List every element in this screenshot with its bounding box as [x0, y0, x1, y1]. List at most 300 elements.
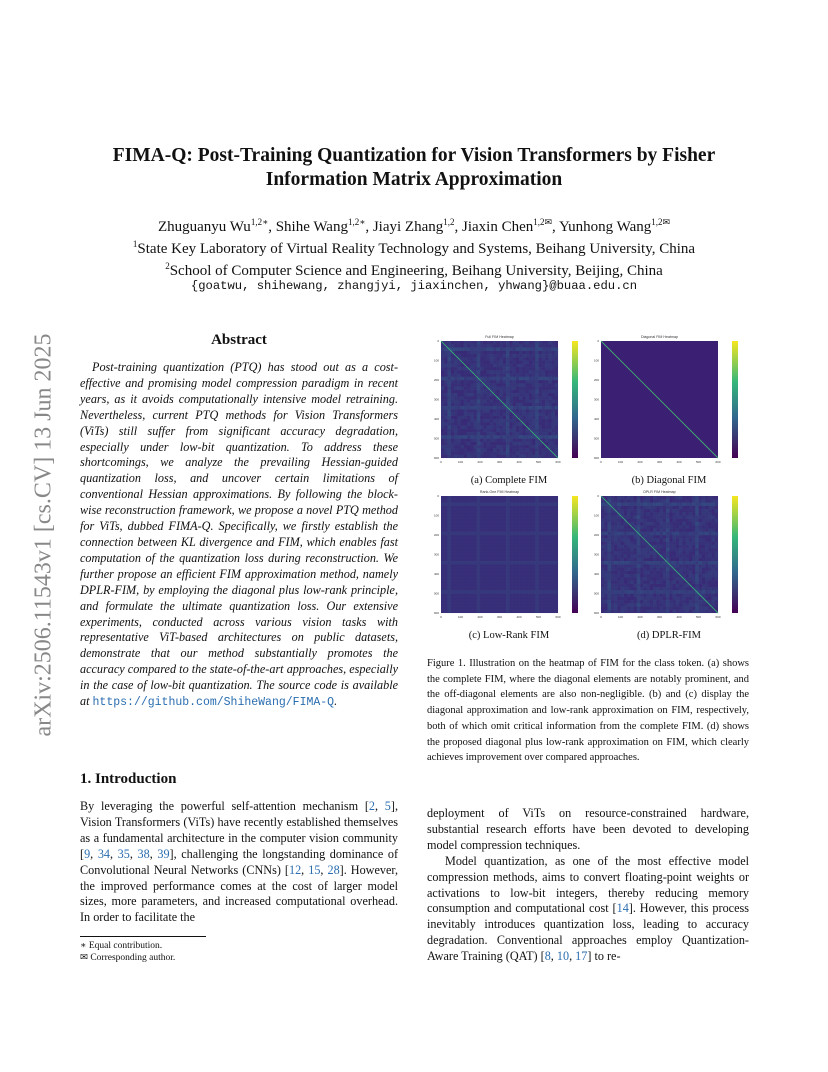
heatmap-cell	[493, 400, 496, 403]
heatmap-cell	[444, 361, 447, 364]
heatmap-cell	[464, 590, 467, 593]
heatmap-cell	[705, 587, 708, 590]
heatmap-cell	[666, 519, 669, 522]
heatmap-cell	[519, 581, 522, 584]
heatmap-cell	[506, 367, 509, 370]
heatmap-cell	[663, 548, 666, 551]
heatmap-cell	[679, 603, 682, 606]
heatmap-cell	[614, 525, 617, 528]
heatmap-cell	[604, 607, 607, 610]
heatmap-cell	[519, 413, 522, 416]
heatmap-cell	[513, 406, 516, 409]
heatmap-cell	[444, 532, 447, 535]
heatmap-cell	[506, 380, 509, 383]
heatmap-cell	[660, 610, 663, 613]
heatmap-cell	[682, 509, 685, 512]
heatmap-cell	[487, 377, 490, 380]
heatmap-cell	[477, 422, 480, 425]
heatmap-cell	[519, 548, 522, 551]
heatmap-cell	[483, 597, 486, 600]
heatmap-cell	[474, 351, 477, 354]
heatmap-cell	[461, 448, 464, 451]
heatmap-cell	[516, 512, 519, 515]
heatmap-cell	[656, 603, 659, 606]
heatmap-cell	[516, 357, 519, 360]
heatmap-cell	[477, 538, 480, 541]
heatmap-cell	[461, 351, 464, 354]
heatmap-cell	[493, 529, 496, 532]
heatmap-cell	[509, 542, 512, 545]
heatmap-cell	[500, 529, 503, 532]
heatmap-cell	[480, 584, 483, 587]
heatmap-cell	[516, 429, 519, 432]
heatmap-cell	[653, 503, 656, 506]
heatmap-cell	[669, 600, 672, 603]
heatmap-cell	[617, 506, 620, 509]
heatmap-cell	[647, 509, 650, 512]
heatmap-cell	[604, 558, 607, 561]
heatmap-cell	[522, 522, 525, 525]
heatmap-cell	[689, 558, 692, 561]
citation-link[interactable]: 12	[288, 862, 302, 877]
heatmap-cell	[686, 506, 689, 509]
heatmap-cell	[682, 581, 685, 584]
heatmap-cell	[617, 587, 620, 590]
heatmap-cell	[627, 603, 630, 606]
heatmap-cell	[454, 516, 457, 519]
heatmap-cell	[555, 594, 558, 597]
heatmap-cell	[712, 545, 715, 548]
heatmap-cell	[695, 603, 698, 606]
heatmap-cell	[692, 529, 695, 532]
x-tick-label: 400	[516, 460, 522, 464]
heatmap-cell	[454, 597, 457, 600]
heatmap-cell	[457, 351, 460, 354]
heatmap-cell	[666, 555, 669, 558]
heatmap-cell	[535, 409, 538, 412]
heatmap-cell	[522, 532, 525, 535]
y-tick-label: 300	[593, 552, 599, 557]
heatmap-cell	[542, 367, 545, 370]
heatmap-cell	[653, 581, 656, 584]
heatmap-cell	[519, 452, 522, 455]
heatmap-cell	[548, 529, 551, 532]
heatmap-cell	[708, 503, 711, 506]
heatmap-cell	[695, 519, 698, 522]
heatmap-cell	[532, 341, 535, 344]
heatmap-cell	[444, 429, 447, 432]
heatmap-cell	[457, 590, 460, 593]
heatmap-cell	[441, 367, 444, 370]
heatmap-cell	[516, 577, 519, 580]
heatmap-cell	[630, 577, 633, 580]
heatmap-cell	[611, 551, 614, 554]
heatmap-cell	[663, 516, 666, 519]
heatmap-cell	[483, 600, 486, 603]
heatmap-cell	[532, 439, 535, 442]
footnote-corresponding-author: ✉ Corresponding author.	[80, 953, 176, 963]
heatmap-cell	[526, 607, 529, 610]
heatmap-cell	[617, 535, 620, 538]
heatmap-cell	[653, 597, 656, 600]
heatmap-cell	[467, 558, 470, 561]
heatmap-cell	[542, 351, 545, 354]
heatmap-cell	[509, 506, 512, 509]
heatmap-cell	[604, 564, 607, 567]
heatmap-cell	[448, 341, 451, 344]
citation-link[interactable]: 2	[368, 799, 375, 813]
heatmap-cell	[464, 393, 467, 396]
heatmap-cell	[539, 555, 542, 558]
affiliation-2: $^2$School of Computer Science and Engineering, Beihang University, Beijing, China	[165, 261, 663, 279]
heatmap-cell	[535, 574, 538, 577]
heatmap-cell	[705, 568, 708, 571]
code-link[interactable]: https://github.com/ShiheWang/FIMA-Q	[92, 696, 335, 710]
heatmap-cell	[509, 364, 512, 367]
heatmap-cell	[611, 574, 614, 577]
heatmap-cell	[464, 532, 467, 535]
heatmap-cell	[542, 341, 545, 344]
heatmap-cell	[526, 506, 529, 509]
heatmap-cell	[708, 571, 711, 574]
heatmap-cell	[477, 516, 480, 519]
heatmap-cell	[503, 561, 506, 564]
heatmap-cell	[519, 568, 522, 571]
heatmap-cell	[496, 351, 499, 354]
citation-link[interactable]: 9	[84, 846, 91, 861]
citation-link[interactable]: 28	[327, 862, 340, 877]
heatmap-cell	[506, 577, 509, 580]
heatmap-cell	[474, 406, 477, 409]
heatmap-cell	[506, 532, 509, 535]
heatmap-cell	[493, 426, 496, 429]
heatmap-cell	[500, 377, 503, 380]
heatmap-cell	[532, 564, 535, 567]
heatmap-cell	[474, 551, 477, 554]
heatmap-cell	[477, 535, 480, 538]
heatmap-cell	[448, 455, 451, 458]
heatmap-cell	[454, 370, 457, 373]
heatmap-cell	[490, 377, 493, 380]
heatmap-cell	[555, 416, 558, 419]
heatmap-cell	[503, 429, 506, 432]
citation-link[interactable]: 5	[384, 799, 391, 813]
heatmap-cell	[448, 452, 451, 455]
heatmap-cell	[451, 529, 454, 532]
heatmap-cell	[545, 603, 548, 606]
heatmap-cell	[640, 597, 643, 600]
heatmap-cell	[539, 432, 542, 435]
heatmap-cell	[689, 516, 692, 519]
heatmap-cell	[487, 571, 490, 574]
heatmap-cell	[441, 364, 444, 367]
heatmap-cell	[487, 406, 490, 409]
heatmap-cell	[457, 419, 460, 422]
heatmap-cell	[490, 426, 493, 429]
heatmap-cell	[535, 535, 538, 538]
heatmap-cell	[542, 529, 545, 532]
heatmap-cell	[474, 538, 477, 541]
section-heading-introduction: 1. Introduction	[80, 771, 177, 787]
heatmap-cell	[689, 529, 692, 532]
heatmap-cell	[487, 551, 490, 554]
heatmap-cell	[552, 503, 555, 506]
y-tick-label: 0	[597, 339, 599, 343]
heatmap-cell	[555, 577, 558, 580]
heatmap-cell	[513, 364, 516, 367]
heatmap-cell	[493, 435, 496, 438]
heatmap-cell	[627, 561, 630, 564]
heatmap-cell	[676, 581, 679, 584]
heatmap-cell	[542, 545, 545, 548]
heatmap-cell	[464, 538, 467, 541]
heatmap-cell	[464, 344, 467, 347]
heatmap-cell	[516, 587, 519, 590]
heatmap-cell	[519, 542, 522, 545]
heatmap-cell	[464, 587, 467, 590]
heatmap-cell	[464, 439, 467, 442]
heatmap-cell	[467, 416, 470, 419]
heatmap-cell	[474, 584, 477, 587]
heatmap-cell	[702, 525, 705, 528]
heatmap-cell	[542, 532, 545, 535]
heatmap-cell	[532, 413, 535, 416]
heatmap-cell	[699, 506, 702, 509]
heatmap-cell	[470, 439, 473, 442]
heatmap-cell	[467, 396, 470, 399]
citation-link[interactable]: 14	[616, 901, 629, 916]
heatmap-cell	[679, 584, 682, 587]
citation-link[interactable]: 8	[544, 949, 551, 964]
heatmap-cell	[682, 548, 685, 551]
heatmap-cell	[634, 561, 637, 564]
heatmap-cell	[493, 548, 496, 551]
heatmap-cell	[487, 548, 490, 551]
heatmap-cell	[441, 545, 444, 548]
heatmap-cell	[470, 600, 473, 603]
heatmap-cell	[673, 561, 676, 564]
heatmap-cell	[650, 603, 653, 606]
heatmap-cell	[627, 607, 630, 610]
heatmap-cell	[516, 568, 519, 571]
heatmap-cell	[480, 448, 483, 451]
heatmap-cell	[542, 452, 545, 455]
heatmap-cell	[474, 503, 477, 506]
heatmap-cell	[470, 396, 473, 399]
heatmap-cell	[535, 610, 538, 613]
heatmap-cell	[695, 516, 698, 519]
heatmap-cell	[656, 555, 659, 558]
heatmap-cell	[496, 419, 499, 422]
heatmap-cell	[470, 506, 473, 509]
citation-link[interactable]: 34	[97, 846, 110, 861]
heatmap-cell	[522, 419, 525, 422]
heatmap-cell	[480, 432, 483, 435]
heatmap-cell	[474, 413, 477, 416]
heatmap-cell	[454, 509, 457, 512]
heatmap-cell	[444, 548, 447, 551]
heatmap-cell	[493, 538, 496, 541]
x-tick-label: 600	[555, 460, 561, 464]
heatmap-cell	[461, 568, 464, 571]
heatmap-cell	[539, 519, 542, 522]
heatmap-cell	[676, 522, 679, 525]
heatmap-cell	[454, 525, 457, 528]
heatmap-cell	[467, 383, 470, 386]
heatmap-cell	[522, 568, 525, 571]
heatmap-cell	[467, 354, 470, 357]
heatmap-cell	[692, 525, 695, 528]
heatmap-cell	[509, 532, 512, 535]
heatmap-cell	[637, 548, 640, 551]
heatmap-cell	[448, 587, 451, 590]
heatmap-cell	[464, 341, 467, 344]
heatmap-cell	[467, 587, 470, 590]
citation-link[interactable]: 35	[117, 846, 130, 861]
citation-link[interactable]: 17	[575, 949, 588, 964]
heatmap-cell	[545, 545, 548, 548]
heatmap-cell	[601, 548, 604, 551]
citation-link[interactable]: 15	[308, 862, 321, 877]
heatmap-cell	[444, 542, 447, 545]
heatmap-cell	[470, 400, 473, 403]
heatmap-cell	[614, 512, 617, 515]
heatmap-cell	[519, 590, 522, 593]
heatmap-cell	[483, 361, 486, 364]
heatmap-cell	[470, 568, 473, 571]
heatmap-cell	[669, 607, 672, 610]
heatmap-cell	[461, 558, 464, 561]
heatmap-cell	[545, 529, 548, 532]
heatmap-cell	[679, 529, 682, 532]
heatmap-cell	[487, 413, 490, 416]
heatmap-cell	[467, 387, 470, 390]
heatmap-cell	[647, 558, 650, 561]
heatmap-cell	[542, 448, 545, 451]
heatmap-cell	[509, 439, 512, 442]
heatmap-cell	[451, 610, 454, 613]
heatmap-cell	[660, 542, 663, 545]
heatmap-cell	[470, 419, 473, 422]
heatmap-cell	[500, 577, 503, 580]
heatmap-cell	[496, 561, 499, 564]
heatmap-cell	[461, 377, 464, 380]
heatmap-cell	[656, 610, 659, 613]
heatmap-cell	[513, 383, 516, 386]
heatmap-cell	[516, 445, 519, 448]
heatmap-cell	[513, 535, 516, 538]
heatmap-cell	[679, 590, 682, 593]
heatmap-cell	[509, 503, 512, 506]
heatmap-cell	[529, 413, 532, 416]
heatmap-cell	[454, 406, 457, 409]
heatmap-cell	[503, 590, 506, 593]
heatmap-cell	[682, 538, 685, 541]
heatmap-cell	[516, 380, 519, 383]
heatmap-cell	[467, 525, 470, 528]
heatmap-cell	[545, 522, 548, 525]
heatmap-cell	[496, 597, 499, 600]
subfigure-label-a: (a) Complete FIM	[470, 475, 548, 486]
heatmap-cell	[539, 452, 542, 455]
heatmap-cell	[539, 409, 542, 412]
heatmap-cell	[695, 600, 698, 603]
heatmap-cell	[474, 542, 477, 545]
heatmap-cell	[624, 587, 627, 590]
heatmap-cell	[617, 538, 620, 541]
heatmap-cell	[526, 387, 529, 390]
heatmap-cell	[712, 512, 715, 515]
heatmap-cell	[529, 364, 532, 367]
heatmap-cell	[487, 558, 490, 561]
heatmap-cell	[614, 610, 617, 613]
heatmap-cell	[535, 587, 538, 590]
heatmap-cell	[480, 377, 483, 380]
heatmap-cell	[548, 551, 551, 554]
heatmap-cell	[689, 548, 692, 551]
heatmap-cell	[480, 587, 483, 590]
heatmap-cell	[542, 522, 545, 525]
heatmap-cell	[535, 519, 538, 522]
heatmap-cell	[640, 538, 643, 541]
heatmap-title: Full FIM Heatmap	[485, 335, 514, 339]
heatmap-cell	[679, 577, 682, 580]
heatmap-cell	[503, 367, 506, 370]
heatmap-cell	[548, 519, 551, 522]
heatmap-cell	[480, 370, 483, 373]
heatmap-cell	[516, 413, 519, 416]
citation-link[interactable]: 10	[556, 949, 570, 964]
heatmap-cell	[532, 367, 535, 370]
heatmap-cell	[627, 532, 630, 535]
citation-link[interactable]: 39	[157, 846, 170, 861]
heatmap-cell	[650, 584, 653, 587]
heatmap-cell	[676, 506, 679, 509]
heatmap-cell	[474, 390, 477, 393]
heatmap-cell	[686, 607, 689, 610]
heatmap-cell	[686, 551, 689, 554]
heatmap-cell	[444, 519, 447, 522]
heatmap-cell	[695, 535, 698, 538]
heatmap-cell	[712, 577, 715, 580]
heatmap-cell	[542, 432, 545, 435]
heatmap-cell	[503, 545, 506, 548]
heatmap-cell	[548, 503, 551, 506]
heatmap-cell	[663, 525, 666, 528]
heatmap-cell	[526, 603, 529, 606]
citation-link[interactable]: 38	[137, 846, 150, 861]
heatmap-cell	[500, 512, 503, 515]
heatmap-cell	[503, 577, 506, 580]
heatmap-cell	[656, 548, 659, 551]
heatmap-cell	[448, 512, 451, 515]
heatmap-cell	[682, 584, 685, 587]
heatmap-cell	[643, 587, 646, 590]
heatmap-cell	[542, 422, 545, 425]
heatmap-cell	[715, 516, 718, 519]
heatmap-cell	[552, 564, 555, 567]
heatmap-cell	[503, 422, 506, 425]
heatmap-cell	[542, 542, 545, 545]
heatmap-cell	[669, 535, 672, 538]
heatmap-cell	[548, 351, 551, 354]
heatmap-cell	[529, 419, 532, 422]
heatmap-cell	[503, 529, 506, 532]
heatmap-cell	[493, 568, 496, 571]
heatmap-cell	[548, 455, 551, 458]
heatmap-cell	[705, 590, 708, 593]
heatmap-cell	[493, 522, 496, 525]
